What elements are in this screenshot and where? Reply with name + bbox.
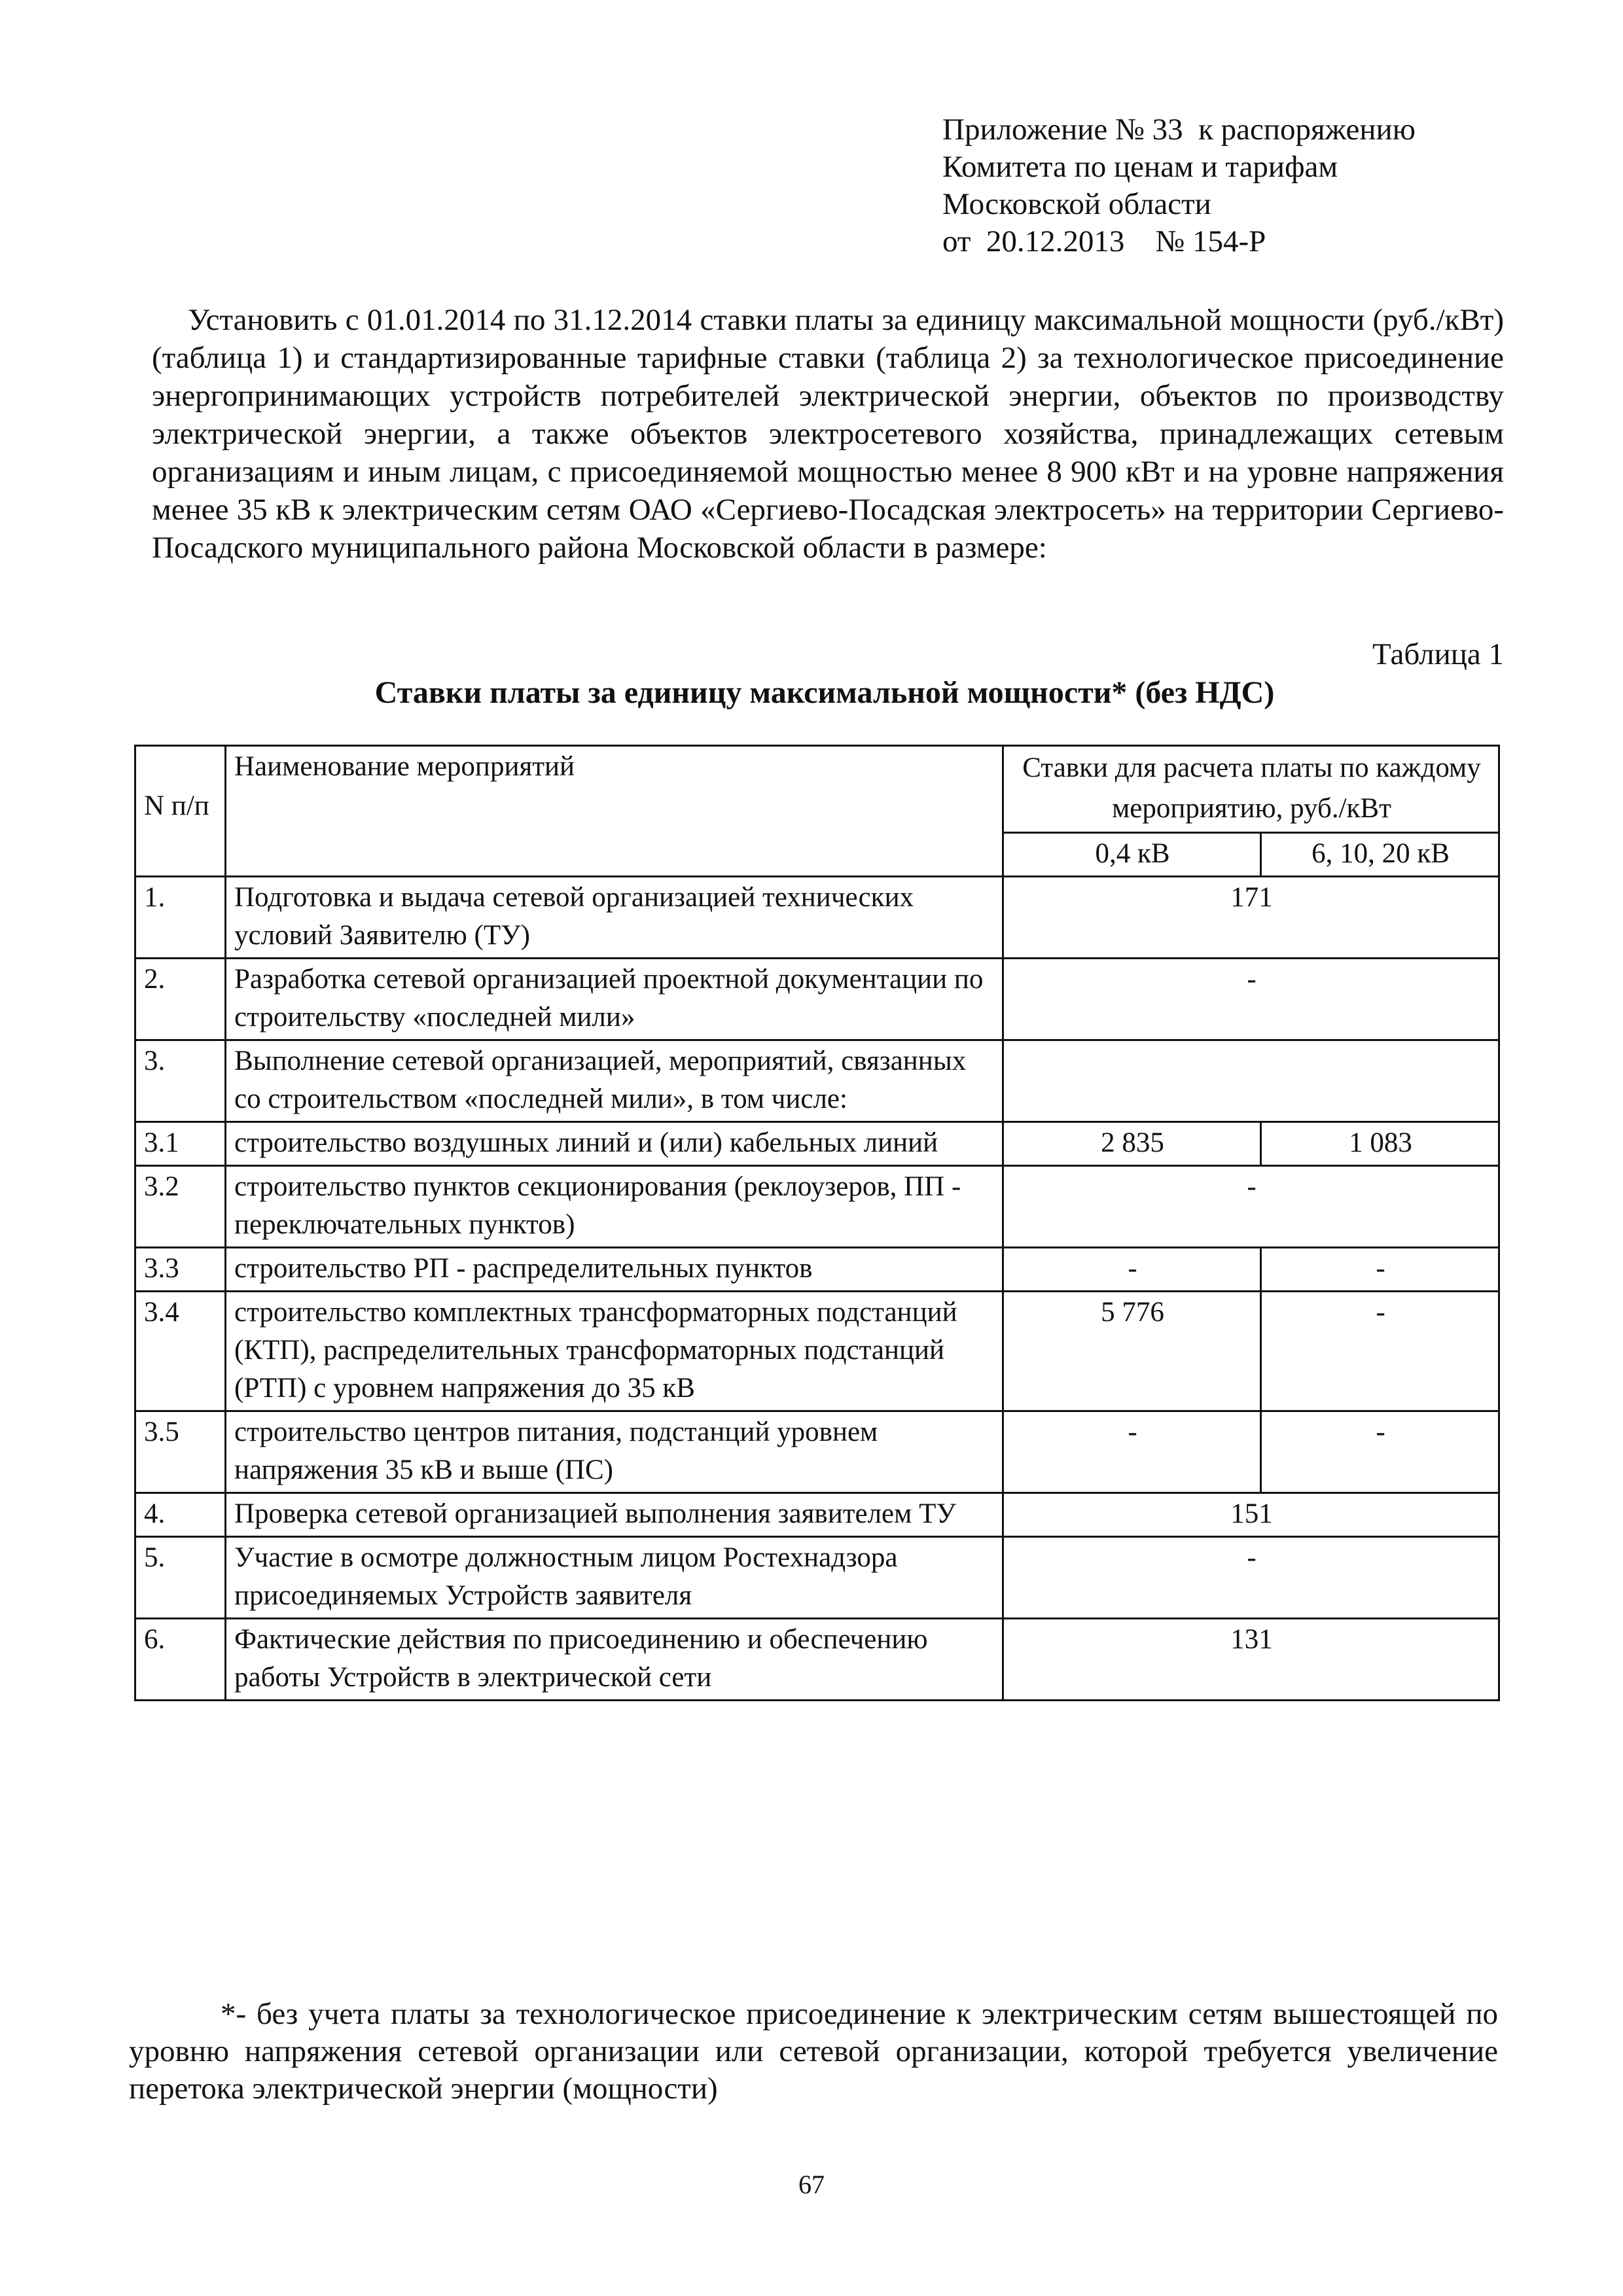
row-num: 3. <box>135 1040 226 1122</box>
table-row <box>135 959 1499 1040</box>
row-rate: - <box>1003 959 1499 1040</box>
row-rate-low: - <box>1003 1411 1261 1493</box>
intro-paragraph: Установить с 01.01.2014 по 31.12.2014 ставки платы за единицу максимальной мощности (руб./кВт) (таблица 1) и стандартизированные тарифные ставки (таблица 2) за технологическое присоединение энергопринимающих устройств потребителей электрической энергии, объектов по производству электрической энергии, а также объектов электросетевого хозяйства, принадлежащих сетевым организациям и иным лицам, с присоединяемой мощностью менее 8 900 кВт и на уровне напряжения менее 35 кВ к электрическим сетям ОАО «Сергиево-Посадская электросеть» на территории Сергиево-Посадского муниципального района Московской области в размере: <box>152 303 1504 565</box>
header-num <box>135 746 226 877</box>
row-rate: 171 <box>1003 877 1499 959</box>
page-number: 67 <box>798 2170 825 2199</box>
table-row <box>135 1040 1499 1122</box>
committee-line: Комитета по ценам и тарифам <box>942 150 1338 184</box>
row-rate-low: 5 776 <box>1003 1292 1261 1411</box>
row-rate: 151 <box>1003 1493 1499 1537</box>
region-line: Московской области <box>942 187 1211 221</box>
header-col-high: 6, 10, 20 кВ <box>1261 833 1499 877</box>
table-row <box>135 1292 1499 1411</box>
row-num: 4. <box>135 1493 226 1537</box>
table-header-row <box>135 746 1499 833</box>
row-num: 6. <box>135 1619 226 1701</box>
row-num: 3.1 <box>135 1122 226 1166</box>
row-num: 1. <box>135 877 226 959</box>
row-num: 5. <box>135 1537 226 1619</box>
row-rate-low: 2 835 <box>1003 1122 1261 1166</box>
table-title: Ставки платы за единицу максимальной мощности* (без НДС) <box>374 675 1275 710</box>
row-rate-high: - <box>1261 1411 1499 1493</box>
row-rate: - <box>1003 1166 1499 1248</box>
header-rates: Ставки для расчета платы по каждому мероприятию, руб./кВт <box>1003 746 1499 833</box>
table-row <box>135 1166 1499 1248</box>
table-row <box>135 1493 1499 1537</box>
row-name: строительство воздушных линий и (или) кабельных линий <box>226 1122 1003 1166</box>
table-row <box>135 1411 1499 1493</box>
order-date-line: от 20.12.2013 № 154-Р <box>942 224 1266 258</box>
row-name: Выполнение сетевой организацией, мероприятий, связанных со строительством «последней мили», в том числе: <box>226 1040 1003 1122</box>
row-name: строительство комплектных трансформаторных подстанций (КТП), распределительных трансформаторных подстанций (РТП) с уровнем напряжения до 35 кВ <box>226 1292 1003 1411</box>
header-num-text: N п/п <box>144 790 209 821</box>
row-name: Разработка сетевой организацией проектной документации по строительству «последней мили» <box>226 959 1003 1040</box>
row-rate: - <box>1003 1537 1499 1619</box>
header-name: Наименование мероприятий <box>226 746 1003 877</box>
row-rate: 131 <box>1003 1619 1499 1701</box>
row-num: 3.2 <box>135 1166 226 1248</box>
row-name: строительство центров питания, подстанций уровнем напряжения 35 кВ и выше (ПС) <box>226 1411 1003 1493</box>
rates-table <box>134 745 1500 1701</box>
appendix-line: Приложение № 33 к распоряжению <box>942 113 1416 147</box>
header-col-low: 0,4 кВ <box>1003 833 1261 877</box>
row-rate-high: - <box>1261 1292 1499 1411</box>
row-name: Подготовка и выдача сетевой организацией технических условий Заявителю (ТУ) <box>226 877 1003 959</box>
table-row <box>135 877 1499 959</box>
row-rate-high: 1 083 <box>1261 1122 1499 1166</box>
appendix-header <box>942 111 1416 260</box>
row-name: Проверка сетевой организацией выполнения заявителем ТУ <box>226 1493 1003 1537</box>
row-name: строительство РП - распределительных пунктов <box>226 1248 1003 1292</box>
footnote: *- без учета платы за технологическое присоединение к электрическим сетям вышестоящей по уровню напряжения сетевой организации или сетевой организации, которой требуется увеличение перетока электрической энергии (мощности) <box>129 1997 1498 2106</box>
table-label: Таблица 1 <box>1372 637 1504 671</box>
row-name: строительство пунктов секционирования (реклоузеров, ПП - переключательных пунктов) <box>226 1166 1003 1248</box>
row-name: Фактические действия по присоединению и обеспечению работы Устройств в электрической сети <box>226 1619 1003 1701</box>
table-row <box>135 1122 1499 1166</box>
table-row <box>135 1619 1499 1701</box>
table-row <box>135 1537 1499 1619</box>
row-rate-low: - <box>1003 1248 1261 1292</box>
row-num: 3.3 <box>135 1248 226 1292</box>
row-name: Участие в осмотре должностным лицом Ростехнадзора присоединяемых Устройств заявителя <box>226 1537 1003 1619</box>
row-rate-high: - <box>1261 1248 1499 1292</box>
row-num: 2. <box>135 959 226 1040</box>
row-num: 3.4 <box>135 1292 226 1411</box>
row-num: 3.5 <box>135 1411 226 1493</box>
row-rate <box>1003 1040 1499 1122</box>
table-row <box>135 1248 1499 1292</box>
